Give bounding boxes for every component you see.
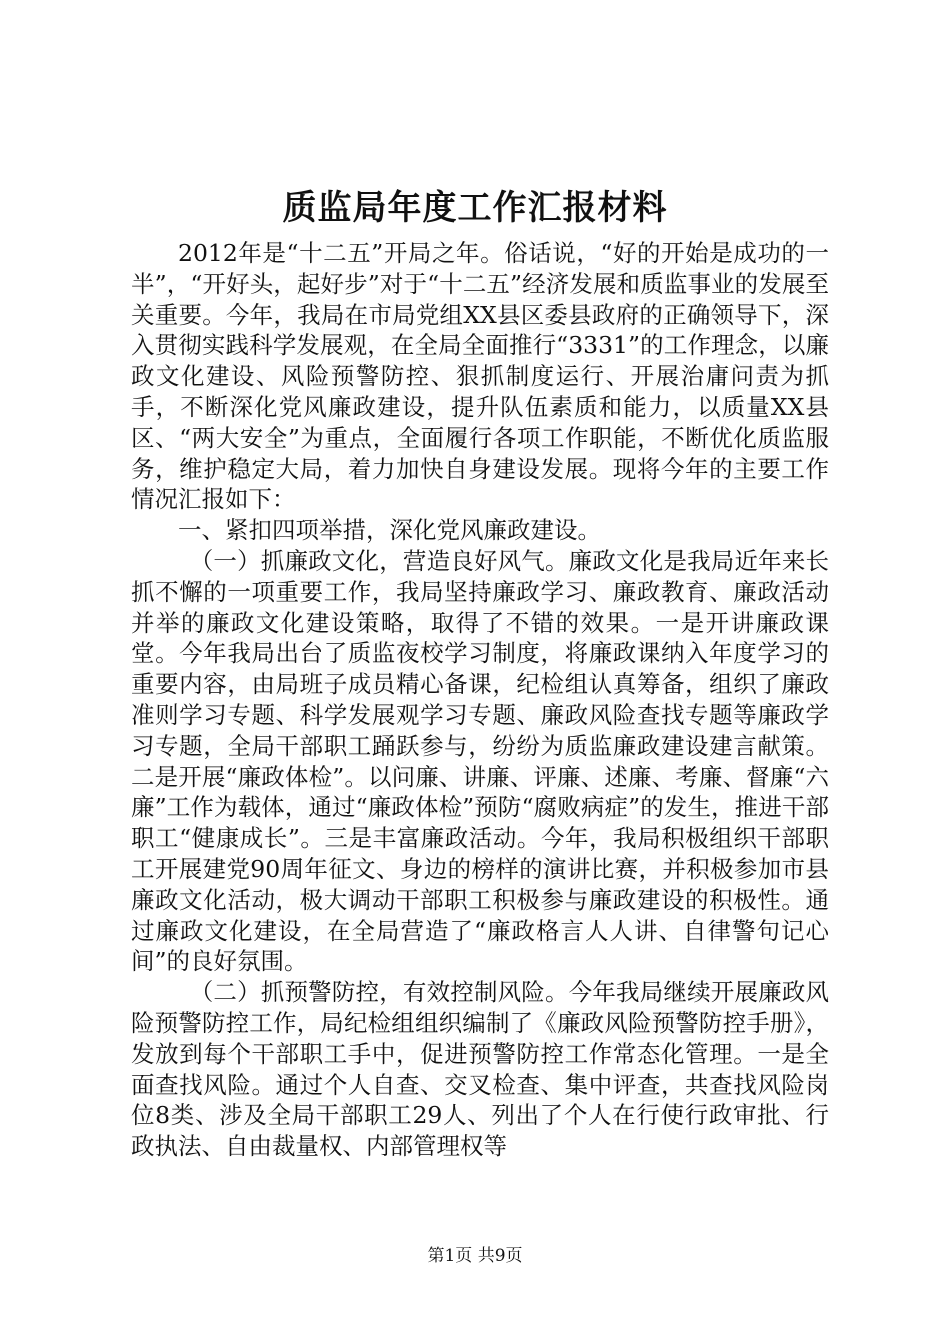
- page-footer: 第1页 共9页: [427, 1246, 523, 1266]
- paragraph-intro: 2012年是“十二五”开局之年。俗话说，“好的开始是成功的一半”，“开好头，起好步”对于“十二五”经济发展和质监事业的发展至关重要。今年，我局在市局党组XX县区委县政府的正确领导下，深入贯彻实践科学发展观，在全局全面推行“3331”的工作理念，以廉政文化建设、风险预警防控、狠抓制度运行、开展治庸问责为抓手，不断深化党风廉政建设，提升队伍素质和能力，以质量XX县区、“两大安全”为重点，全面履行各项工作职能，不断优化质监服务，维护稳定大局，着力加快自身建设发展。现将今年的主要工作情况汇报如下：: [131, 239, 829, 514]
- paragraph-subsection-1: （一）抓廉政文化，营造良好风气。廉政文化是我局近年来长抓不懈的一项重要工作，我局坚持廉政学习、廉政教育、廉政活动并举的廉政文化建设策略，取得了不错的效果。一是开讲廉政课堂。今年我局出台了质监夜校学习制度，将廉政课纳入年度学习的重要内容，由局班子成员精心备课，纪检组认真筹备，组织了廉政准则学习专题、科学发展观学习专题、廉政风险查找专题等廉政学习专题，全局干部职工踊跃参与，纷纷为质监廉政建设建言献策。二是开展“廉政体检”。以问廉、讲廉、评廉、述廉、考廉、督廉“六廉”工作为载体，通过“廉政体检”预防“腐败病症”的发生，推进干部职工“健康成长”。三是丰富廉政活动。今年，我局积极组织干部职工开展建党90周年征文、身边的榜样的演讲比赛，并积极参加市县廉政文化活动，极大调动干部职工积极参与廉政建设的积极性。通过廉政文化建设，在全局营造了“廉政格言人人讲、自律警句记心间”的良好氛围。: [131, 546, 829, 976]
- document-title: 质监局年度工作汇报材料: [282, 188, 668, 228]
- paragraph-subsection-2: （二）抓预警防控，有效控制风险。今年我局继续开展廉政风险预警防控工作，局纪检组组织编制了《廉政风险预警防控手册》，发放到每个干部职工手中，促进预警防控工作常态化管理。一是全面查找风险。通过个人自查、交叉检查、集中评查，共查找风险岗位8类、涉及全局干部职工29人、列出了个人在行使行政审批、行政执法、自由裁量权、内部管理权等: [131, 978, 829, 1161]
- document-body: [131, 238, 829, 1162]
- section-heading-1: 一、紧扣四项举措，深化党风廉政建设。: [178, 516, 601, 545]
